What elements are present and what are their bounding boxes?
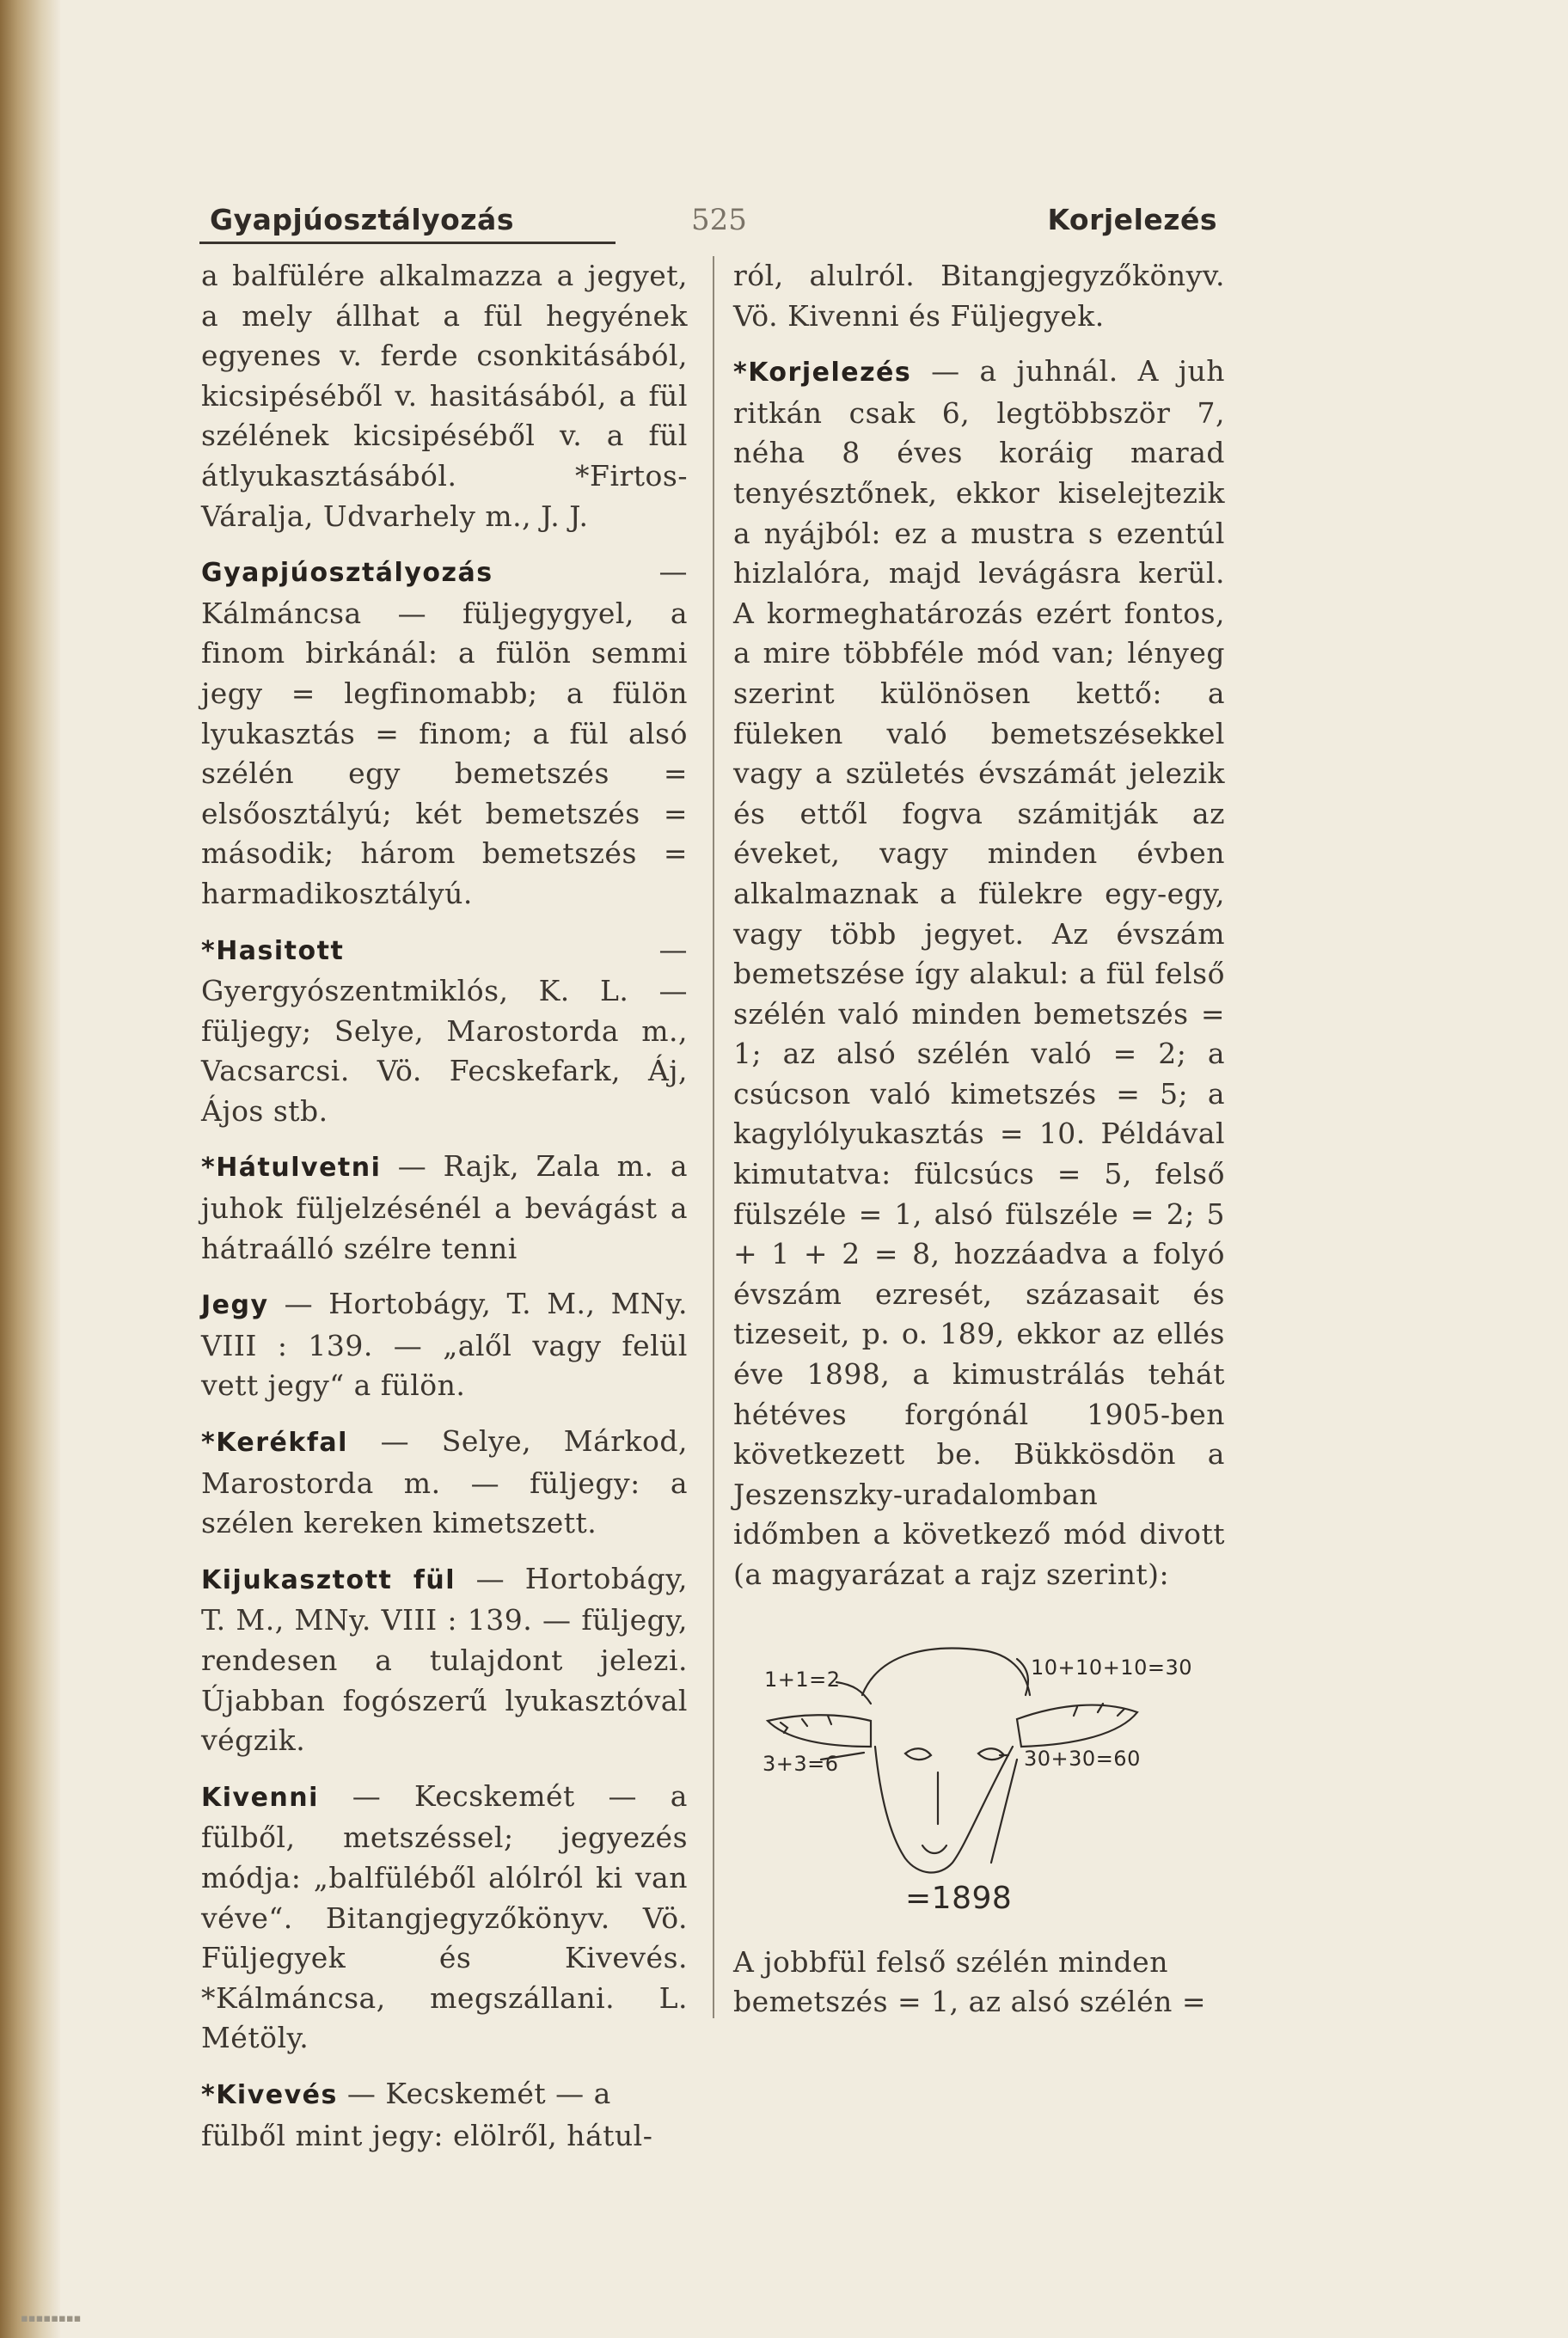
scan-watermark: ▪▪▪▪▪▪▪▪ <box>21 2312 82 2325</box>
running-head-right: Korjelezés <box>1047 203 1217 236</box>
entry-headword: Kivenni <box>201 1782 319 1813</box>
entry-jegy <box>201 1284 688 1406</box>
left-eye <box>905 1748 931 1760</box>
sheep-head-drawing <box>733 1618 1222 1927</box>
sheep-head-figure <box>733 1618 1222 1927</box>
entry-continuation: ról, alulról. Bitangjegyzőkönyv. Vö. Kivenni és Füljegyek. <box>733 259 1225 333</box>
label-lower-left-ear: 3+3=6 <box>763 1751 839 1776</box>
entry-kivenni <box>201 1777 688 2059</box>
entry-continuation: a balfülére alkalmazza a jegyet, a mely állhat a fül hegyének egyenes v. ferde csonkitásából, kicsipéséből v. hasitásából, a fül szélének kicsipéséből v. a fül átlyukasztásából. *Firtos-Váralja, Udvarhely m., J. J. <box>201 259 688 533</box>
pointer-top-right <box>1017 1659 1028 1695</box>
entry-body: — Kálmáncsa — füljegygyel, a finom birkánál: a fülön semmi jegy = legfinomabb; a fülön lyukasztás = finom; a fül alsó szélén egy bemetszés = elsőosztályú; két bemetszés = második; három bemetszés = harmadikosztályú. <box>201 554 688 910</box>
entry-headword: *Korjelezés <box>733 358 912 389</box>
pointer-top-left <box>836 1682 871 1704</box>
label-year-total: =1898 <box>905 1880 1013 1916</box>
entry-body: — a juhnál. A juh ritkán csak 6, legtöbbször 7, néha 8 éves koráig marad tenyésztőnek, ekkor kiselejtezik a nyájból: ez a mustra s ezentúl hizlalóra, majd levágásra kerül. A kormeghatározás ezért fontos, a mire többféle mód van; lényeg szerint különösen kettő: a füleken való bemetszésekkel vagy a születés évszámát jelezik és ettől fogva számitják az éveket, vagy minden évben alkalmaznak a fülekre egy-egy, vagy több jegyet. Az évszám bemetszése így alakul: a fül felső szélén való minden bemetszés = 1; az alsó szélén való = 2; a csúcson való kimetszés = 5; a kagylólyukasztás = 10. Példával kimutatva: fülcsúcs = 5, felső fülszéle = 1, alsó fülszéle = 2; 5 + 1 + 2 = 8, hozzáadva a folyó évszám ezresét, százasait és tizeseit, p. o. 189, ekkor az ellés éve 1898, a kimustrálás tehát hétéves forgónál 1905-ben következett be. Bükkösdön a Jeszenszky-uradalomban időmben a következő mód divott (a magyarázat a rajz szerint): <box>733 354 1225 1591</box>
left-ear-notches <box>781 1716 831 1733</box>
right-column <box>733 256 1225 2023</box>
page-number: 525 <box>691 203 747 237</box>
pointer-mid-right <box>991 1755 1017 1863</box>
entry-gyapjuosztalyozas <box>201 552 688 914</box>
entry-headword: *Kivevés <box>201 2079 338 2110</box>
entry-kijukasztott-ful <box>201 1559 688 1761</box>
entry-kiveves <box>201 2074 688 2156</box>
entry-headword: *Kerékfal <box>201 1428 348 1459</box>
entry-body: — Hortobágy, T. M., MNy. VIII : 139. — „alől vagy felül vett jegy“ a fülön. <box>201 1287 688 1403</box>
left-ear <box>768 1715 871 1747</box>
head-face-outline <box>875 1747 1013 1872</box>
entry-headword: Gyapjúosztályozás <box>201 558 493 589</box>
header-rule <box>199 242 616 244</box>
muzzle <box>922 1845 946 1853</box>
entry-headword: *Hasitott <box>201 935 345 966</box>
entry-body: — Gyergyószentmiklós, K. L. — füljegy; Selye, Marostorda m., Vacsarcsi. Vö. Fecskefark, Áj, Ájos stb. <box>201 932 688 1128</box>
label-upper-right-ear: 10+10+10=30 <box>1031 1655 1192 1680</box>
right-eye <box>978 1748 1004 1760</box>
label-upper-left-ear: 1+1=2 <box>764 1667 841 1692</box>
page-header <box>199 203 1217 244</box>
left-column <box>201 256 688 2156</box>
entry-body: — Kecskemét — a fülből, metszéssel; jegyezés módja: „balfüléből alólról ki van véve“. Bitangjegyzőkönyv. Vö. Füljegyek és Kivevés. *Kálmáncsa, megszállani. L. Métöly. <box>201 1778 688 2055</box>
entry-headword: *Hátulvetni <box>201 1153 382 1184</box>
column-divider <box>713 256 714 2018</box>
head-top-outline <box>862 1648 1030 1694</box>
label-lower-right-ear: 30+30=60 <box>1024 1746 1141 1771</box>
running-head-left: Gyapjúosztályozás <box>210 203 514 236</box>
entry-continued: A jobbfül felső szélén minden bemetszés = 1, az alsó szélén = <box>733 1944 1207 2019</box>
book-spine-shadow <box>0 0 60 2338</box>
entry-hatulvetni <box>201 1147 688 1269</box>
entry-body: — Kecskemét — a fülből mint jegy: elölről, hátul- <box>201 2076 653 2152</box>
entry-body: — Selye, Márkod, Marostorda m. — füljegy: a szélen kereken kimetszett. <box>201 1424 688 1540</box>
entry-hasitott <box>201 930 688 1132</box>
entry-body: — Rajk, Zala m. a juhok füljelzésénél a bevágást a hátraálló szélre tenni <box>201 1149 688 1265</box>
entry-headword: Kijukasztott fül <box>201 1564 456 1595</box>
entry-kerekfal <box>201 1422 688 1544</box>
entry-headword: Jegy <box>201 1290 269 1321</box>
right-ear <box>1017 1705 1137 1746</box>
entry-korjelezes <box>733 352 1225 1594</box>
entry-body: — Hortobágy, T. M., MNy. VIII : 139. — füljegy, rendesen a tulajdont jelezi. Újabban fogószerű lyukasztóval végzik. <box>201 1561 689 1758</box>
